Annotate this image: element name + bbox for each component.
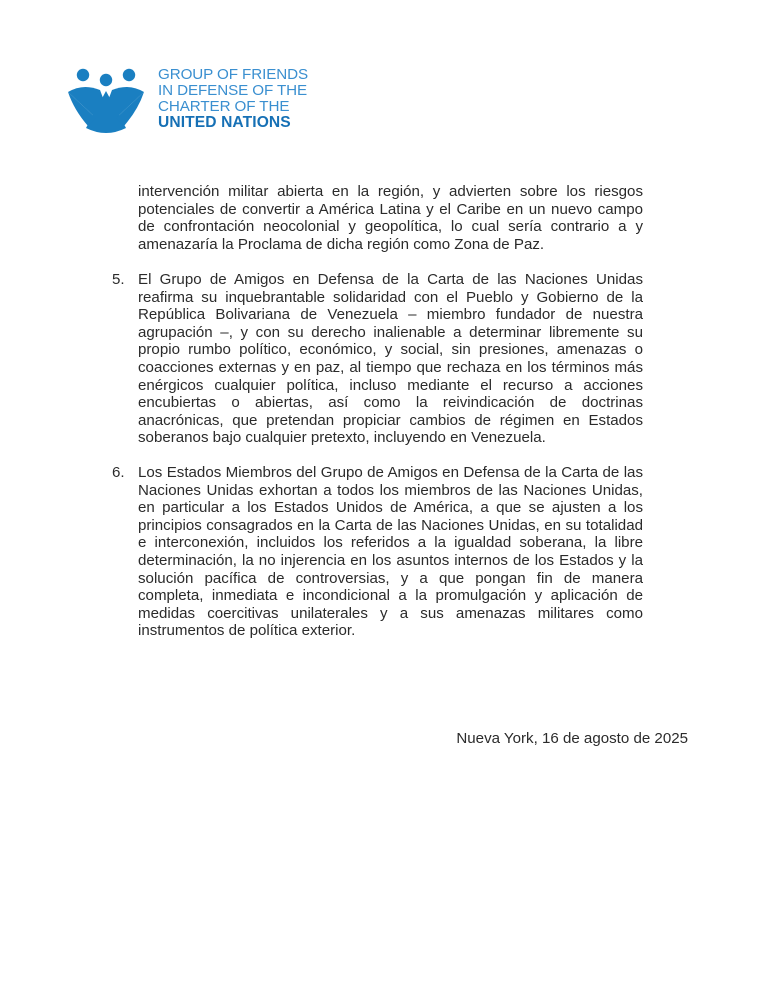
paragraph-number: 5. [112, 271, 125, 288]
org-line-2: IN DEFENSE OF THE [158, 82, 308, 99]
place-and-date: Nueva York, 16 de agosto de 2025 [456, 730, 688, 747]
logo-head-right [123, 69, 135, 81]
paragraph-number: 6. [112, 464, 125, 481]
logo-head-left [77, 69, 89, 81]
numbered-paragraph-6 [112, 464, 643, 640]
paragraph-text: Los Estados Miembros del Grupo de Amigos en Defensa de la Carta de las Naciones Unidas exhortan a todos los miembros de las Naciones Unidas, en particular a los Estados Unidos de América, a que se ajusten a los principios consagrados en la Carta de las Naciones Unidas, en su totalidad e interconexión, incluidos los referidos a la igualdad soberana, la libre determinación, la no injerencia en los asuntos internos de los Estados y la solución pacífica de controversias, y a que pongan fin de manera completa, inmediata e incondicional a la promulgación y aplicación de medidas coercitivas unilaterales y a sus amenazas militares como instrumentos de política exterior. [138, 464, 643, 640]
organization-name [158, 67, 308, 131]
three-figures-logo-icon [66, 66, 152, 136]
numbered-paragraph-5 [112, 271, 643, 447]
org-line-emphasis: UNITED NATIONS [158, 114, 291, 131]
continuation-paragraph: intervención militar abierta en la región, y advierten sobre los riesgos potenciales de convertir a América Latina y el Caribe en un nuevo campo de confrontación neocolonial y geopolítica, lo cual sería contrario a y amenazaría la Proclama de dicha región como Zona de Paz. [138, 183, 643, 253]
logo-head-center [100, 74, 112, 86]
paragraph-text: El Grupo de Amigos en Defensa de la Carta de las Naciones Unidas reafirma su inquebrantable solidaridad con el Pueblo y Gobierno de la República Bolivariana de Venezuela – miembro fundador de nuestra agrupación –, y con su derecho inalienable a determinar libremente su propio rumbo político, económico, y social, sin presiones, amenazas o coacciones externas y en paz, al tiempo que rechaza en los términos más enérgicos cualquier política, incluso mediante el recurso a acciones encubiertas o abiertas, así como la reivindicación de doctrinas anacrónicas, que pretendan propiciar cambios de régimen en Estados soberanos bajo cualquier pretexto, incluyendo en Venezuela. [138, 271, 643, 447]
org-line-1: GROUP OF FRIENDS [158, 66, 309, 83]
org-line-3: CHARTER OF THE [158, 98, 290, 115]
